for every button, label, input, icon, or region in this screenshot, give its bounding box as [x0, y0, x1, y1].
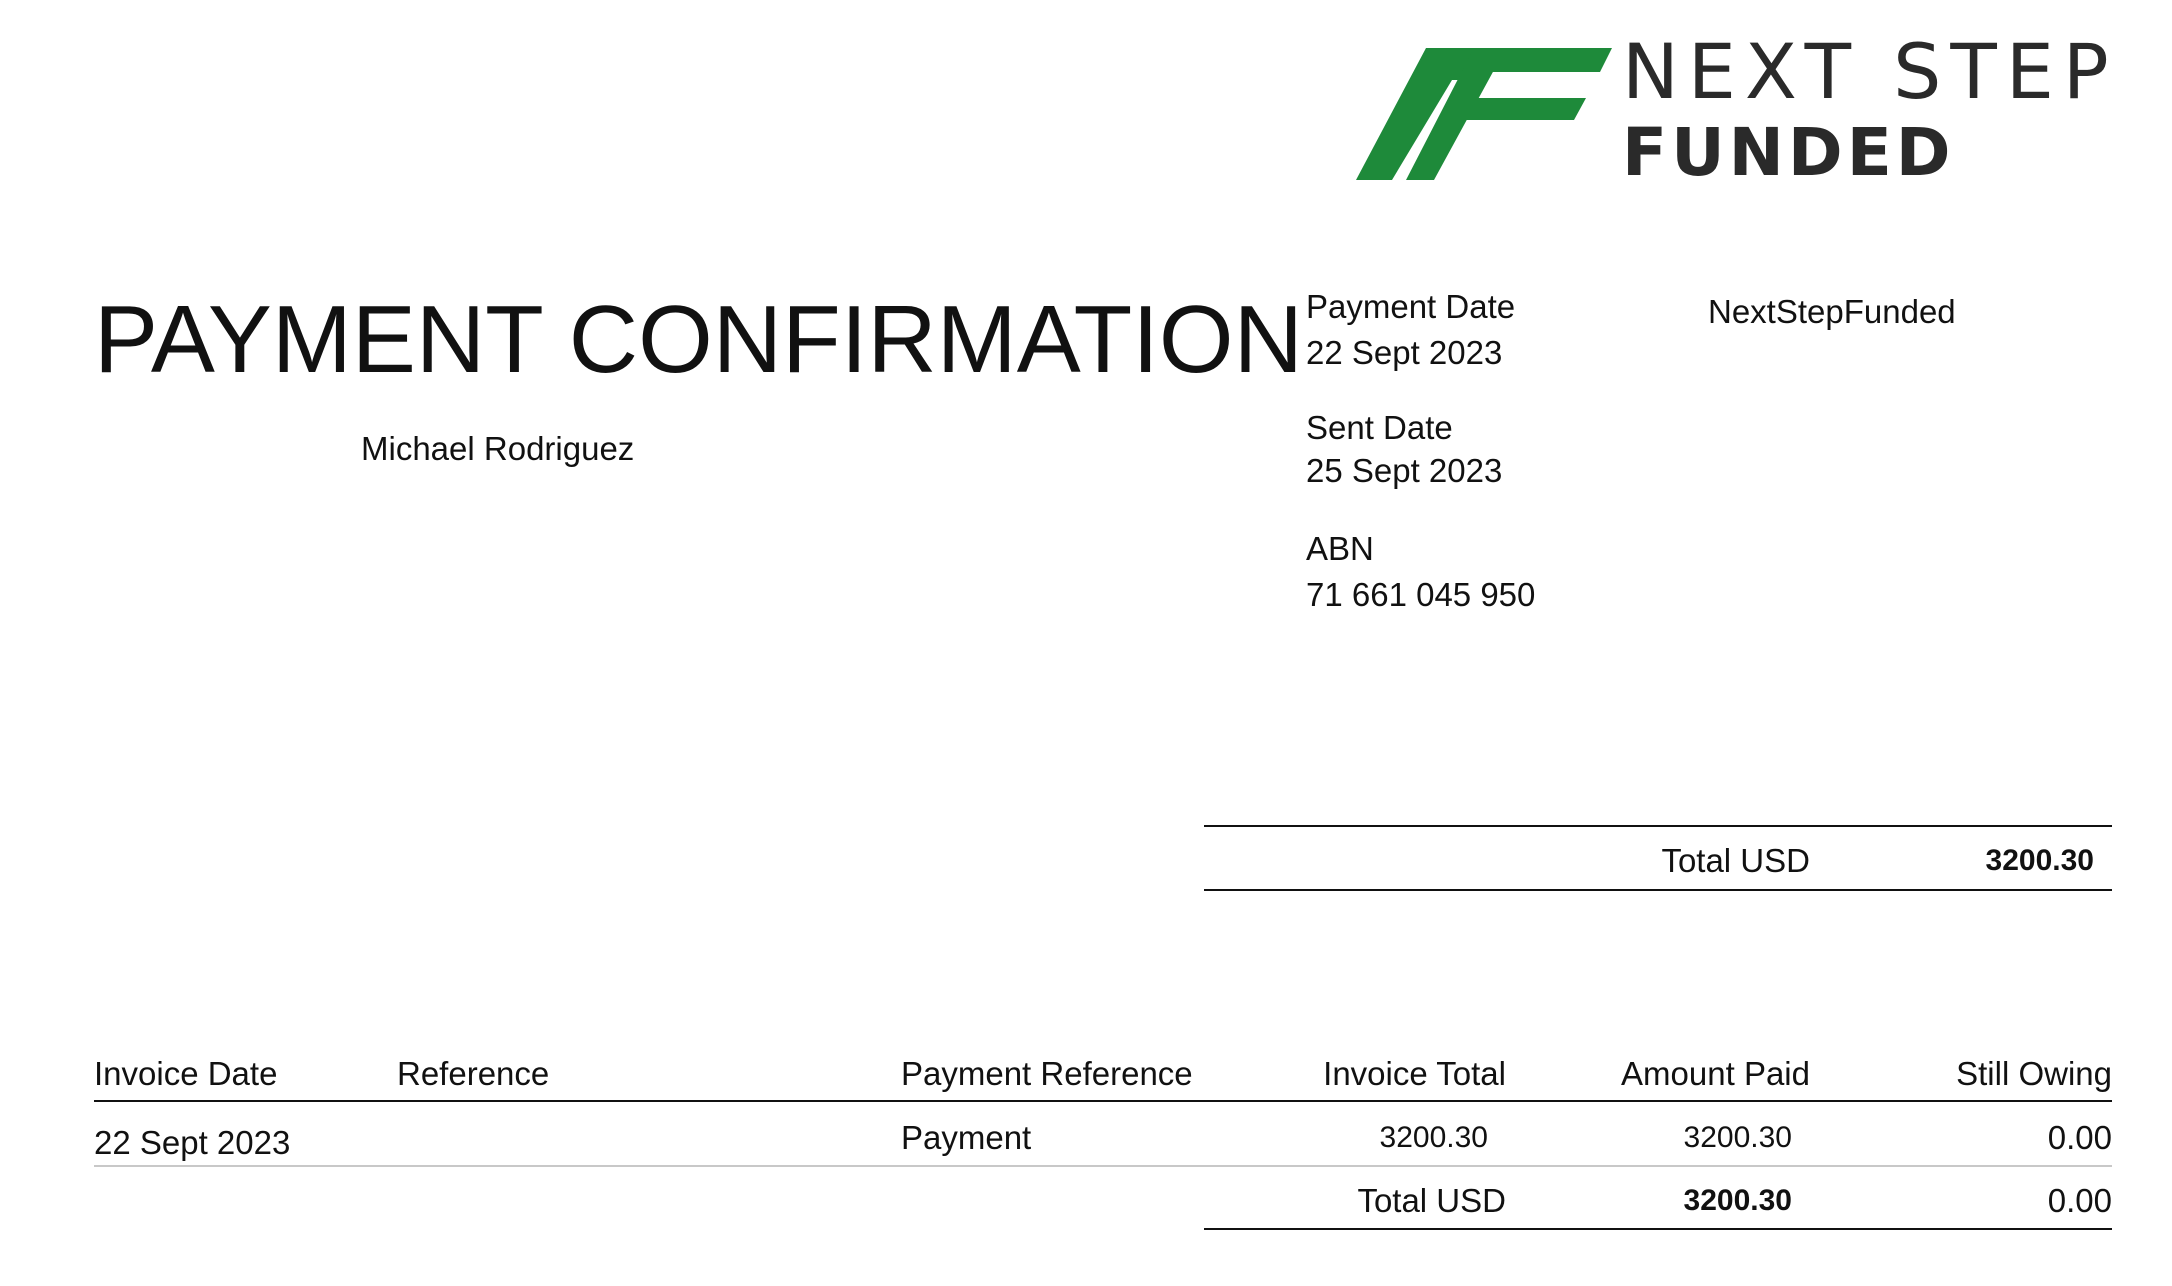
footer-amount-paid: 3200.30: [1683, 1184, 1792, 1217]
col-header-reference: Reference: [397, 1055, 550, 1092]
row-invoice-date: 22 Sept 2023: [94, 1124, 291, 1161]
col-header-still-owing: Still Owing: [1956, 1055, 2112, 1092]
nsf-logo-mark-icon: [1356, 46, 1612, 182]
row-amount-paid: 3200.30: [1683, 1121, 1792, 1154]
summary-top-rule: [1204, 825, 2112, 827]
col-header-payment-reference: Payment Reference: [901, 1055, 1193, 1092]
row-still-owing: 0.00: [2047, 1119, 2112, 1156]
summary-bottom-rule: [1204, 889, 2112, 891]
payment-date-value: 22 Sept 2023: [1306, 334, 1503, 371]
abn-label: ABN: [1306, 530, 1374, 567]
table-row-rule: [94, 1165, 2112, 1167]
footer-total-label: Total USD: [1357, 1182, 1506, 1219]
row-payment-reference: Payment: [901, 1119, 1032, 1156]
summary-total-label: Total USD: [1661, 842, 1810, 879]
payment-date-label: Payment Date: [1306, 288, 1516, 325]
footer-still-owing: 0.00: [2047, 1182, 2112, 1219]
company-name: NextStepFunded: [1708, 293, 1956, 330]
logo-text-line2: FUNDED: [1622, 114, 1955, 191]
abn-value: 71 661 045 950: [1306, 576, 1536, 613]
col-header-invoice-date: Invoice Date: [94, 1055, 278, 1092]
customer-name: Michael Rodriguez: [361, 430, 635, 467]
page-title: PAYMENT CONFIRMATION: [94, 286, 1303, 393]
logo-text-line1: NEXT STEP: [1622, 27, 2118, 116]
sent-date-value: 25 Sept 2023: [1306, 452, 1503, 489]
table-header-rule: [94, 1100, 2112, 1102]
sent-date-label: Sent Date: [1306, 409, 1453, 446]
summary-total-value: 3200.30: [1985, 844, 2094, 877]
col-header-amount-paid: Amount Paid: [1621, 1055, 1810, 1092]
footer-rule: [1204, 1228, 2112, 1230]
col-header-invoice-total: Invoice Total: [1323, 1055, 1506, 1092]
row-invoice-total: 3200.30: [1379, 1121, 1488, 1154]
